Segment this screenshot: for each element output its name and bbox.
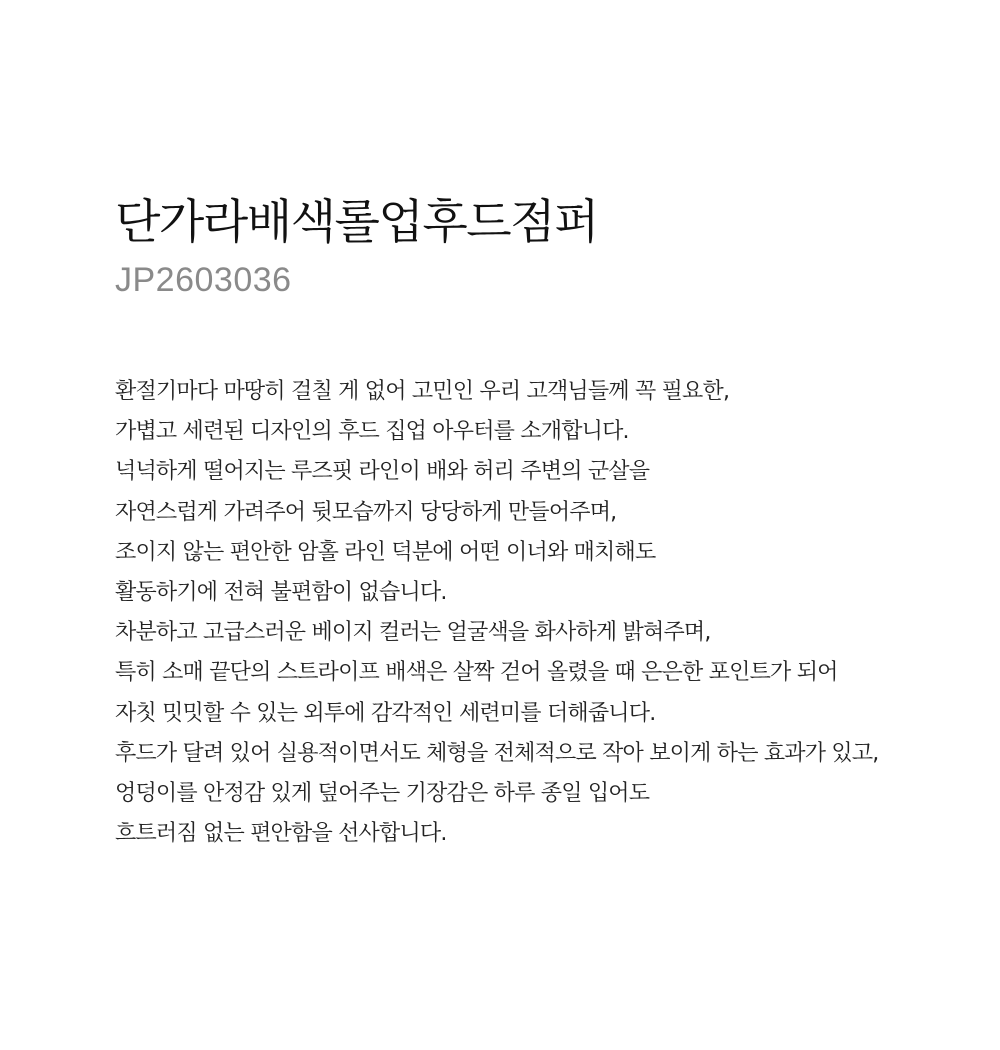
product-title: 단가라배색롤업후드점퍼 [115, 195, 598, 250]
description-line: 자연스럽게 가려주어 뒷모습까지 당당하게 만들어주며, [115, 499, 617, 525]
description-line: 활동하기에 전혀 불편함이 없습니다. [115, 579, 447, 605]
product-code: JP2603036 [115, 261, 292, 299]
description-line: 자칫 밋밋할 수 있는 외투에 감각적인 세련미를 더해줍니다. [115, 700, 656, 726]
description-line: 엉덩이를 안정감 있게 덮어주는 기장감은 하루 종일 입어도 [115, 780, 650, 806]
description-line: 흐트러짐 없는 편안함을 선사합니다. [115, 821, 447, 847]
product-header [115, 190, 975, 304]
description-line: 차분하고 고급스러운 베이지 컬러는 얼굴색을 화사하게 밝혀주며, [115, 620, 711, 646]
description-line: 특히 소매 끝단의 스트라이프 배색은 살짝 걷어 올렸을 때 은은한 포인트가 되어 [115, 660, 838, 686]
description-line: 넉넉하게 떨어지는 루즈핏 라인이 배와 허리 주변의 군살을 [115, 459, 650, 485]
description-line: 조이지 않는 편안한 암홀 라인 덕분에 어떤 이너와 매치해도 [115, 539, 656, 565]
product-description [115, 372, 985, 854]
description-line: 환절기마다 마땅히 걸칠 게 없어 고민인 우리 고객님들께 꼭 필요한, [115, 379, 730, 404]
description-line: 후드가 달려 있어 실용적이면서도 체형을 전체적으로 작아 보이게 하는 효과가 있고, [115, 740, 879, 766]
description-line: 가볍고 세련된 디자인의 후드 집업 아우터를 소개합니다. [115, 419, 629, 445]
